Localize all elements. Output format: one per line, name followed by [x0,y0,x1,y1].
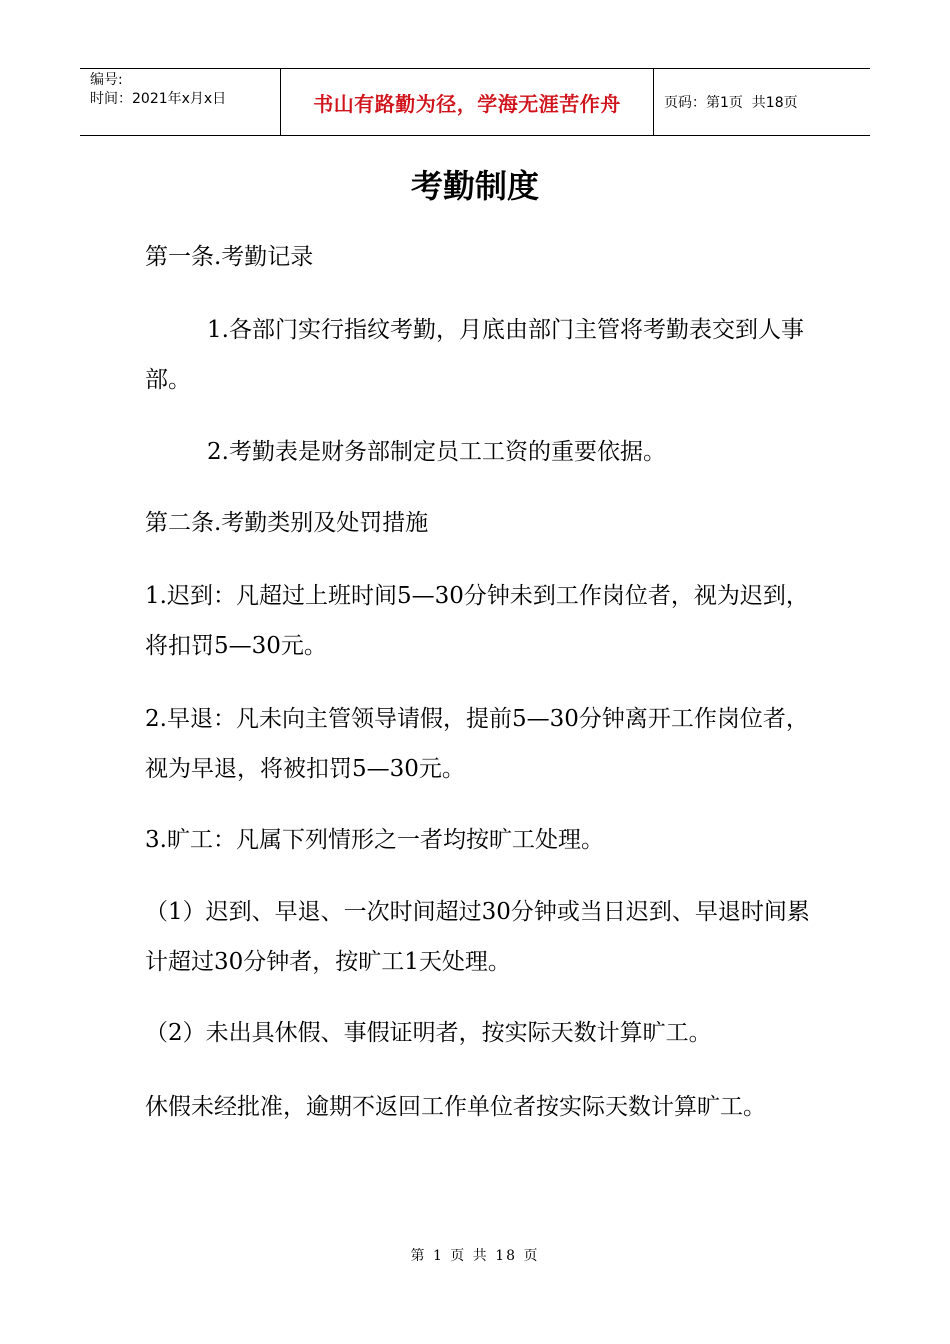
header-meta-cell [80,69,281,135]
page-header [80,68,870,136]
header-motto-cell [281,69,654,135]
document-code-label: 编号: [90,72,123,88]
paragraph: （1）迟到、早退、一次时间超过30分钟或当日迟到、早退时间累计超过30分钟者，按旷工1天处理。 [145,899,810,975]
document-date: 时间：2021年x月x日 [90,91,227,107]
paragraph: 2.早退：凡未向主管领导请假，提前5—30分钟离开工作岗位者，视为早退，将被扣罚5—30元。 [145,706,809,782]
header-page-cell [654,69,870,135]
page-footer: 第 1 页 共 18 页 [410,1248,540,1264]
paragraph: 2.考勤表是财务部制定员工工资的重要依据。 [207,439,666,465]
paragraph: 3.旷工：凡属下列情形之一者均按旷工处理。 [145,827,604,853]
header-motto: 书山有路勤为径，学海无涯苦作舟 [313,91,621,116]
paragraph: 1.迟到：凡超过上班时间5—30分钟未到工作岗位者，视为迟到，将扣罚5—30元。 [145,583,809,659]
paragraph: 休假未经批准，逾期不返回工作单位者按实际天数计算旷工。 [145,1094,766,1120]
paragraph: 1.各部门实行指纹考勤，月底由部门主管将考勤表交到人事部。 [145,317,804,393]
section-heading-2: 第二条.考勤类别及处罚措施 [145,510,429,536]
section-heading-1: 第一条.考勤记录 [145,244,314,270]
document-title: 考勤制度 [410,167,539,205]
header-page-info: 页码：第1页 共18页 [664,95,798,111]
paragraph: （2）未出具休假、事假证明者，按实际天数计算旷工。 [145,1020,712,1046]
